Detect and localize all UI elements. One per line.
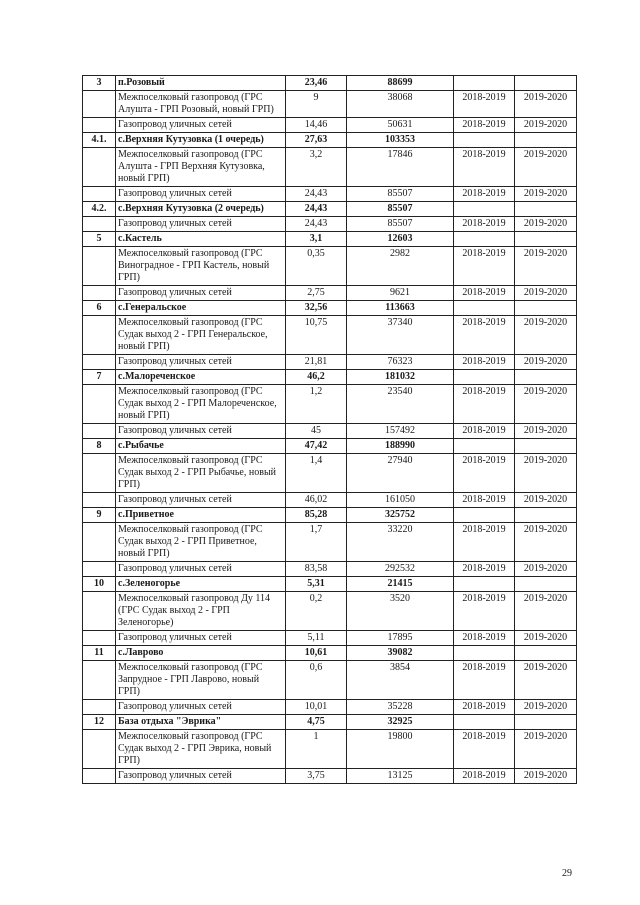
cost-cell: 181032 bbox=[347, 370, 454, 385]
cost-cell: 13125 bbox=[347, 769, 454, 784]
row-number bbox=[83, 385, 116, 424]
end-period-cell: 2019-2020 bbox=[515, 118, 577, 133]
pipeline-row bbox=[83, 91, 577, 118]
row-number: 4.2. bbox=[83, 202, 116, 217]
object-name: Газопровод уличных сетей bbox=[116, 424, 286, 439]
pipeline-row bbox=[83, 631, 577, 646]
pipeline-row bbox=[83, 454, 577, 493]
start-period-cell bbox=[454, 76, 515, 91]
start-period-cell: 2018-2019 bbox=[454, 91, 515, 118]
pipeline-row bbox=[83, 592, 577, 631]
end-period-cell bbox=[515, 715, 577, 730]
length-cell: 27,63 bbox=[286, 133, 347, 148]
end-period-cell: 2019-2020 bbox=[515, 91, 577, 118]
end-period-cell: 2019-2020 bbox=[515, 286, 577, 301]
object-name: Межпоселковый газопровод (ГРС Виноградное - ГРП Кастель, новый ГРП) bbox=[116, 247, 286, 286]
pipeline-row bbox=[83, 286, 577, 301]
cost-cell: 17846 bbox=[347, 148, 454, 187]
row-number: 5 bbox=[83, 232, 116, 247]
cost-cell: 39082 bbox=[347, 646, 454, 661]
object-name: Межпоселковый газопровод (ГРС Судак выход 2 - ГРП Эврика, новый ГРП) bbox=[116, 730, 286, 769]
start-period-cell bbox=[454, 202, 515, 217]
end-period-cell bbox=[515, 76, 577, 91]
row-number bbox=[83, 187, 116, 202]
end-period-cell bbox=[515, 232, 577, 247]
end-period-cell: 2019-2020 bbox=[515, 424, 577, 439]
object-name: Газопровод уличных сетей bbox=[116, 355, 286, 370]
row-number bbox=[83, 316, 116, 355]
length-cell: 24,43 bbox=[286, 217, 347, 232]
row-number: 8 bbox=[83, 439, 116, 454]
length-cell: 10,01 bbox=[286, 700, 347, 715]
end-period-cell bbox=[515, 133, 577, 148]
length-cell: 24,43 bbox=[286, 202, 347, 217]
end-period-cell: 2019-2020 bbox=[515, 316, 577, 355]
pipeline-row bbox=[83, 385, 577, 424]
start-period-cell: 2018-2019 bbox=[454, 631, 515, 646]
row-number bbox=[83, 118, 116, 133]
object-name: п.Розовый bbox=[116, 76, 286, 91]
row-number bbox=[83, 91, 116, 118]
length-cell: 0,6 bbox=[286, 661, 347, 700]
object-name: Газопровод уличных сетей bbox=[116, 187, 286, 202]
pipeline-row bbox=[83, 424, 577, 439]
length-cell: 10,75 bbox=[286, 316, 347, 355]
row-number: 7 bbox=[83, 370, 116, 385]
object-name: Межпоселковый газопровод Ду 114 (ГРС Судак выход 2 - ГРП Зеленогорье) bbox=[116, 592, 286, 631]
cost-cell: 85507 bbox=[347, 217, 454, 232]
settlement-row bbox=[83, 202, 577, 217]
start-period-cell: 2018-2019 bbox=[454, 148, 515, 187]
length-cell: 0,35 bbox=[286, 247, 347, 286]
length-cell: 32,56 bbox=[286, 301, 347, 316]
object-name: Межпоселковый газопровод (ГРС Судак выход 2 - ГРП Генеральское, новый ГРП) bbox=[116, 316, 286, 355]
row-number bbox=[83, 424, 116, 439]
start-period-cell: 2018-2019 bbox=[454, 286, 515, 301]
cost-cell: 157492 bbox=[347, 424, 454, 439]
object-name: с.Кастель bbox=[116, 232, 286, 247]
end-period-cell bbox=[515, 370, 577, 385]
object-name: Межпоселковый газопровод (ГРС Алушта - ГРП Верхняя Кутузовка, новый ГРП) bbox=[116, 148, 286, 187]
end-period-cell: 2019-2020 bbox=[515, 631, 577, 646]
settlement-row bbox=[83, 577, 577, 592]
settlement-row bbox=[83, 232, 577, 247]
end-period-cell: 2019-2020 bbox=[515, 355, 577, 370]
start-period-cell bbox=[454, 370, 515, 385]
length-cell: 9 bbox=[286, 91, 347, 118]
length-cell: 5,11 bbox=[286, 631, 347, 646]
start-period-cell: 2018-2019 bbox=[454, 118, 515, 133]
pipeline-row bbox=[83, 118, 577, 133]
start-period-cell: 2018-2019 bbox=[454, 661, 515, 700]
end-period-cell: 2019-2020 bbox=[515, 148, 577, 187]
object-name: Газопровод уличных сетей bbox=[116, 631, 286, 646]
pipeline-row bbox=[83, 316, 577, 355]
row-number bbox=[83, 661, 116, 700]
end-period-cell: 2019-2020 bbox=[515, 523, 577, 562]
object-name: Газопровод уличных сетей bbox=[116, 769, 286, 784]
start-period-cell: 2018-2019 bbox=[454, 355, 515, 370]
object-name: Межпоселковый газопровод (ГРС Запрудное - ГРП Лаврово, новый ГРП) bbox=[116, 661, 286, 700]
cost-cell: 3520 bbox=[347, 592, 454, 631]
pipeline-row bbox=[83, 730, 577, 769]
length-cell: 3,1 bbox=[286, 232, 347, 247]
start-period-cell: 2018-2019 bbox=[454, 187, 515, 202]
pipeline-row bbox=[83, 187, 577, 202]
cost-cell: 188990 bbox=[347, 439, 454, 454]
pipeline-row bbox=[83, 148, 577, 187]
length-cell: 5,31 bbox=[286, 577, 347, 592]
cost-cell: 50631 bbox=[347, 118, 454, 133]
length-cell: 14,46 bbox=[286, 118, 347, 133]
start-period-cell bbox=[454, 133, 515, 148]
object-name: Газопровод уличных сетей bbox=[116, 700, 286, 715]
row-number bbox=[83, 493, 116, 508]
start-period-cell: 2018-2019 bbox=[454, 592, 515, 631]
row-number bbox=[83, 562, 116, 577]
end-period-cell: 2019-2020 bbox=[515, 562, 577, 577]
row-number bbox=[83, 286, 116, 301]
settlement-row bbox=[83, 439, 577, 454]
row-number: 11 bbox=[83, 646, 116, 661]
gas-pipeline-table bbox=[82, 75, 577, 784]
start-period-cell bbox=[454, 715, 515, 730]
object-name: Газопровод уличных сетей bbox=[116, 118, 286, 133]
cost-cell: 3854 bbox=[347, 661, 454, 700]
cost-cell: 113663 bbox=[347, 301, 454, 316]
settlement-row bbox=[83, 370, 577, 385]
end-period-cell: 2019-2020 bbox=[515, 187, 577, 202]
object-name: База отдыха "Эврика" bbox=[116, 715, 286, 730]
settlement-row bbox=[83, 301, 577, 316]
length-cell: 2,75 bbox=[286, 286, 347, 301]
end-period-cell: 2019-2020 bbox=[515, 661, 577, 700]
end-period-cell bbox=[515, 202, 577, 217]
cost-cell: 76323 bbox=[347, 355, 454, 370]
start-period-cell: 2018-2019 bbox=[454, 247, 515, 286]
row-number: 9 bbox=[83, 508, 116, 523]
row-number bbox=[83, 355, 116, 370]
cost-cell: 37340 bbox=[347, 316, 454, 355]
end-period-cell: 2019-2020 bbox=[515, 592, 577, 631]
end-period-cell: 2019-2020 bbox=[515, 700, 577, 715]
settlement-row bbox=[83, 76, 577, 91]
row-number bbox=[83, 730, 116, 769]
length-cell: 23,46 bbox=[286, 76, 347, 91]
end-period-cell: 2019-2020 bbox=[515, 454, 577, 493]
length-cell: 83,58 bbox=[286, 562, 347, 577]
cost-cell: 325752 bbox=[347, 508, 454, 523]
row-number bbox=[83, 523, 116, 562]
pipeline-row bbox=[83, 661, 577, 700]
end-period-cell bbox=[515, 577, 577, 592]
pipeline-row bbox=[83, 562, 577, 577]
cost-cell: 17895 bbox=[347, 631, 454, 646]
cost-cell: 23540 bbox=[347, 385, 454, 424]
pipeline-row bbox=[83, 217, 577, 232]
settlement-row bbox=[83, 646, 577, 661]
row-number: 10 bbox=[83, 577, 116, 592]
cost-cell: 21415 bbox=[347, 577, 454, 592]
cost-cell: 9621 bbox=[347, 286, 454, 301]
length-cell: 3,75 bbox=[286, 769, 347, 784]
cost-cell: 19800 bbox=[347, 730, 454, 769]
start-period-cell bbox=[454, 508, 515, 523]
length-cell: 1,7 bbox=[286, 523, 347, 562]
object-name: с.Малореченское bbox=[116, 370, 286, 385]
row-number bbox=[83, 217, 116, 232]
length-cell: 0,2 bbox=[286, 592, 347, 631]
table-body bbox=[83, 76, 577, 784]
end-period-cell bbox=[515, 508, 577, 523]
length-cell: 46,2 bbox=[286, 370, 347, 385]
start-period-cell bbox=[454, 232, 515, 247]
object-name: с.Верхняя Кутузовка (1 очередь) bbox=[116, 133, 286, 148]
object-name: с.Зеленогорье bbox=[116, 577, 286, 592]
start-period-cell: 2018-2019 bbox=[454, 316, 515, 355]
row-number bbox=[83, 769, 116, 784]
object-name: Межпоселковый газопровод (ГРС Судак выход 2 - ГРП Приветное, новый ГРП) bbox=[116, 523, 286, 562]
end-period-cell bbox=[515, 646, 577, 661]
cost-cell: 85507 bbox=[347, 202, 454, 217]
end-period-cell bbox=[515, 439, 577, 454]
cost-cell: 85507 bbox=[347, 187, 454, 202]
row-number: 12 bbox=[83, 715, 116, 730]
row-number bbox=[83, 631, 116, 646]
length-cell: 4,75 bbox=[286, 715, 347, 730]
start-period-cell bbox=[454, 577, 515, 592]
cost-cell: 27940 bbox=[347, 454, 454, 493]
cost-cell: 33220 bbox=[347, 523, 454, 562]
length-cell: 45 bbox=[286, 424, 347, 439]
cost-cell: 161050 bbox=[347, 493, 454, 508]
start-period-cell: 2018-2019 bbox=[454, 454, 515, 493]
length-cell: 24,43 bbox=[286, 187, 347, 202]
object-name: с.Лаврово bbox=[116, 646, 286, 661]
start-period-cell: 2018-2019 bbox=[454, 523, 515, 562]
row-number: 3 bbox=[83, 76, 116, 91]
cost-cell: 35228 bbox=[347, 700, 454, 715]
pipeline-row bbox=[83, 523, 577, 562]
end-period-cell: 2019-2020 bbox=[515, 730, 577, 769]
settlement-row bbox=[83, 715, 577, 730]
start-period-cell bbox=[454, 301, 515, 316]
pipeline-row bbox=[83, 247, 577, 286]
object-name: Межпоселковый газопровод (ГРС Судак выход 2 - ГРП Малореченское, новый ГРП) bbox=[116, 385, 286, 424]
length-cell: 1,2 bbox=[286, 385, 347, 424]
object-name: Межпоселковый газопровод (ГРС Алушта - ГРП Розовый, новый ГРП) bbox=[116, 91, 286, 118]
row-number: 6 bbox=[83, 301, 116, 316]
length-cell: 46,02 bbox=[286, 493, 347, 508]
cost-cell: 2982 bbox=[347, 247, 454, 286]
row-number bbox=[83, 148, 116, 187]
start-period-cell: 2018-2019 bbox=[454, 385, 515, 424]
start-period-cell: 2018-2019 bbox=[454, 562, 515, 577]
row-number: 4.1. bbox=[83, 133, 116, 148]
end-period-cell: 2019-2020 bbox=[515, 769, 577, 784]
object-name: с.Верхняя Кутузовка (2 очередь) bbox=[116, 202, 286, 217]
cost-cell: 103353 bbox=[347, 133, 454, 148]
pipeline-row bbox=[83, 700, 577, 715]
length-cell: 3,2 bbox=[286, 148, 347, 187]
end-period-cell: 2019-2020 bbox=[515, 247, 577, 286]
object-name: Газопровод уличных сетей bbox=[116, 286, 286, 301]
end-period-cell: 2019-2020 bbox=[515, 217, 577, 232]
settlement-row bbox=[83, 133, 577, 148]
end-period-cell bbox=[515, 301, 577, 316]
row-number bbox=[83, 247, 116, 286]
end-period-cell: 2019-2020 bbox=[515, 385, 577, 424]
object-name: Межпоселковый газопровод (ГРС Судак выход 2 - ГРП Рыбачье, новый ГРП) bbox=[116, 454, 286, 493]
length-cell: 10,61 bbox=[286, 646, 347, 661]
cost-cell: 38068 bbox=[347, 91, 454, 118]
length-cell: 1 bbox=[286, 730, 347, 769]
start-period-cell: 2018-2019 bbox=[454, 424, 515, 439]
settlement-row bbox=[83, 508, 577, 523]
object-name: с.Рыбачье bbox=[116, 439, 286, 454]
pipeline-row bbox=[83, 355, 577, 370]
start-period-cell: 2018-2019 bbox=[454, 493, 515, 508]
cost-cell: 292532 bbox=[347, 562, 454, 577]
length-cell: 1,4 bbox=[286, 454, 347, 493]
start-period-cell bbox=[454, 646, 515, 661]
end-period-cell: 2019-2020 bbox=[515, 493, 577, 508]
start-period-cell: 2018-2019 bbox=[454, 700, 515, 715]
cost-cell: 88699 bbox=[347, 76, 454, 91]
start-period-cell: 2018-2019 bbox=[454, 769, 515, 784]
length-cell: 21,81 bbox=[286, 355, 347, 370]
object-name: Газопровод уличных сетей bbox=[116, 562, 286, 577]
object-name: с.Приветное bbox=[116, 508, 286, 523]
length-cell: 85,28 bbox=[286, 508, 347, 523]
object-name: Газопровод уличных сетей bbox=[116, 217, 286, 232]
length-cell: 47,42 bbox=[286, 439, 347, 454]
start-period-cell: 2018-2019 bbox=[454, 217, 515, 232]
row-number bbox=[83, 454, 116, 493]
row-number bbox=[83, 592, 116, 631]
start-period-cell bbox=[454, 439, 515, 454]
pipeline-row bbox=[83, 769, 577, 784]
pipeline-row bbox=[83, 493, 577, 508]
object-name: с.Генеральское bbox=[116, 301, 286, 316]
cost-cell: 32925 bbox=[347, 715, 454, 730]
page-number: 29 bbox=[562, 868, 572, 879]
row-number bbox=[83, 700, 116, 715]
cost-cell: 12603 bbox=[347, 232, 454, 247]
object-name: Газопровод уличных сетей bbox=[116, 493, 286, 508]
start-period-cell: 2018-2019 bbox=[454, 730, 515, 769]
